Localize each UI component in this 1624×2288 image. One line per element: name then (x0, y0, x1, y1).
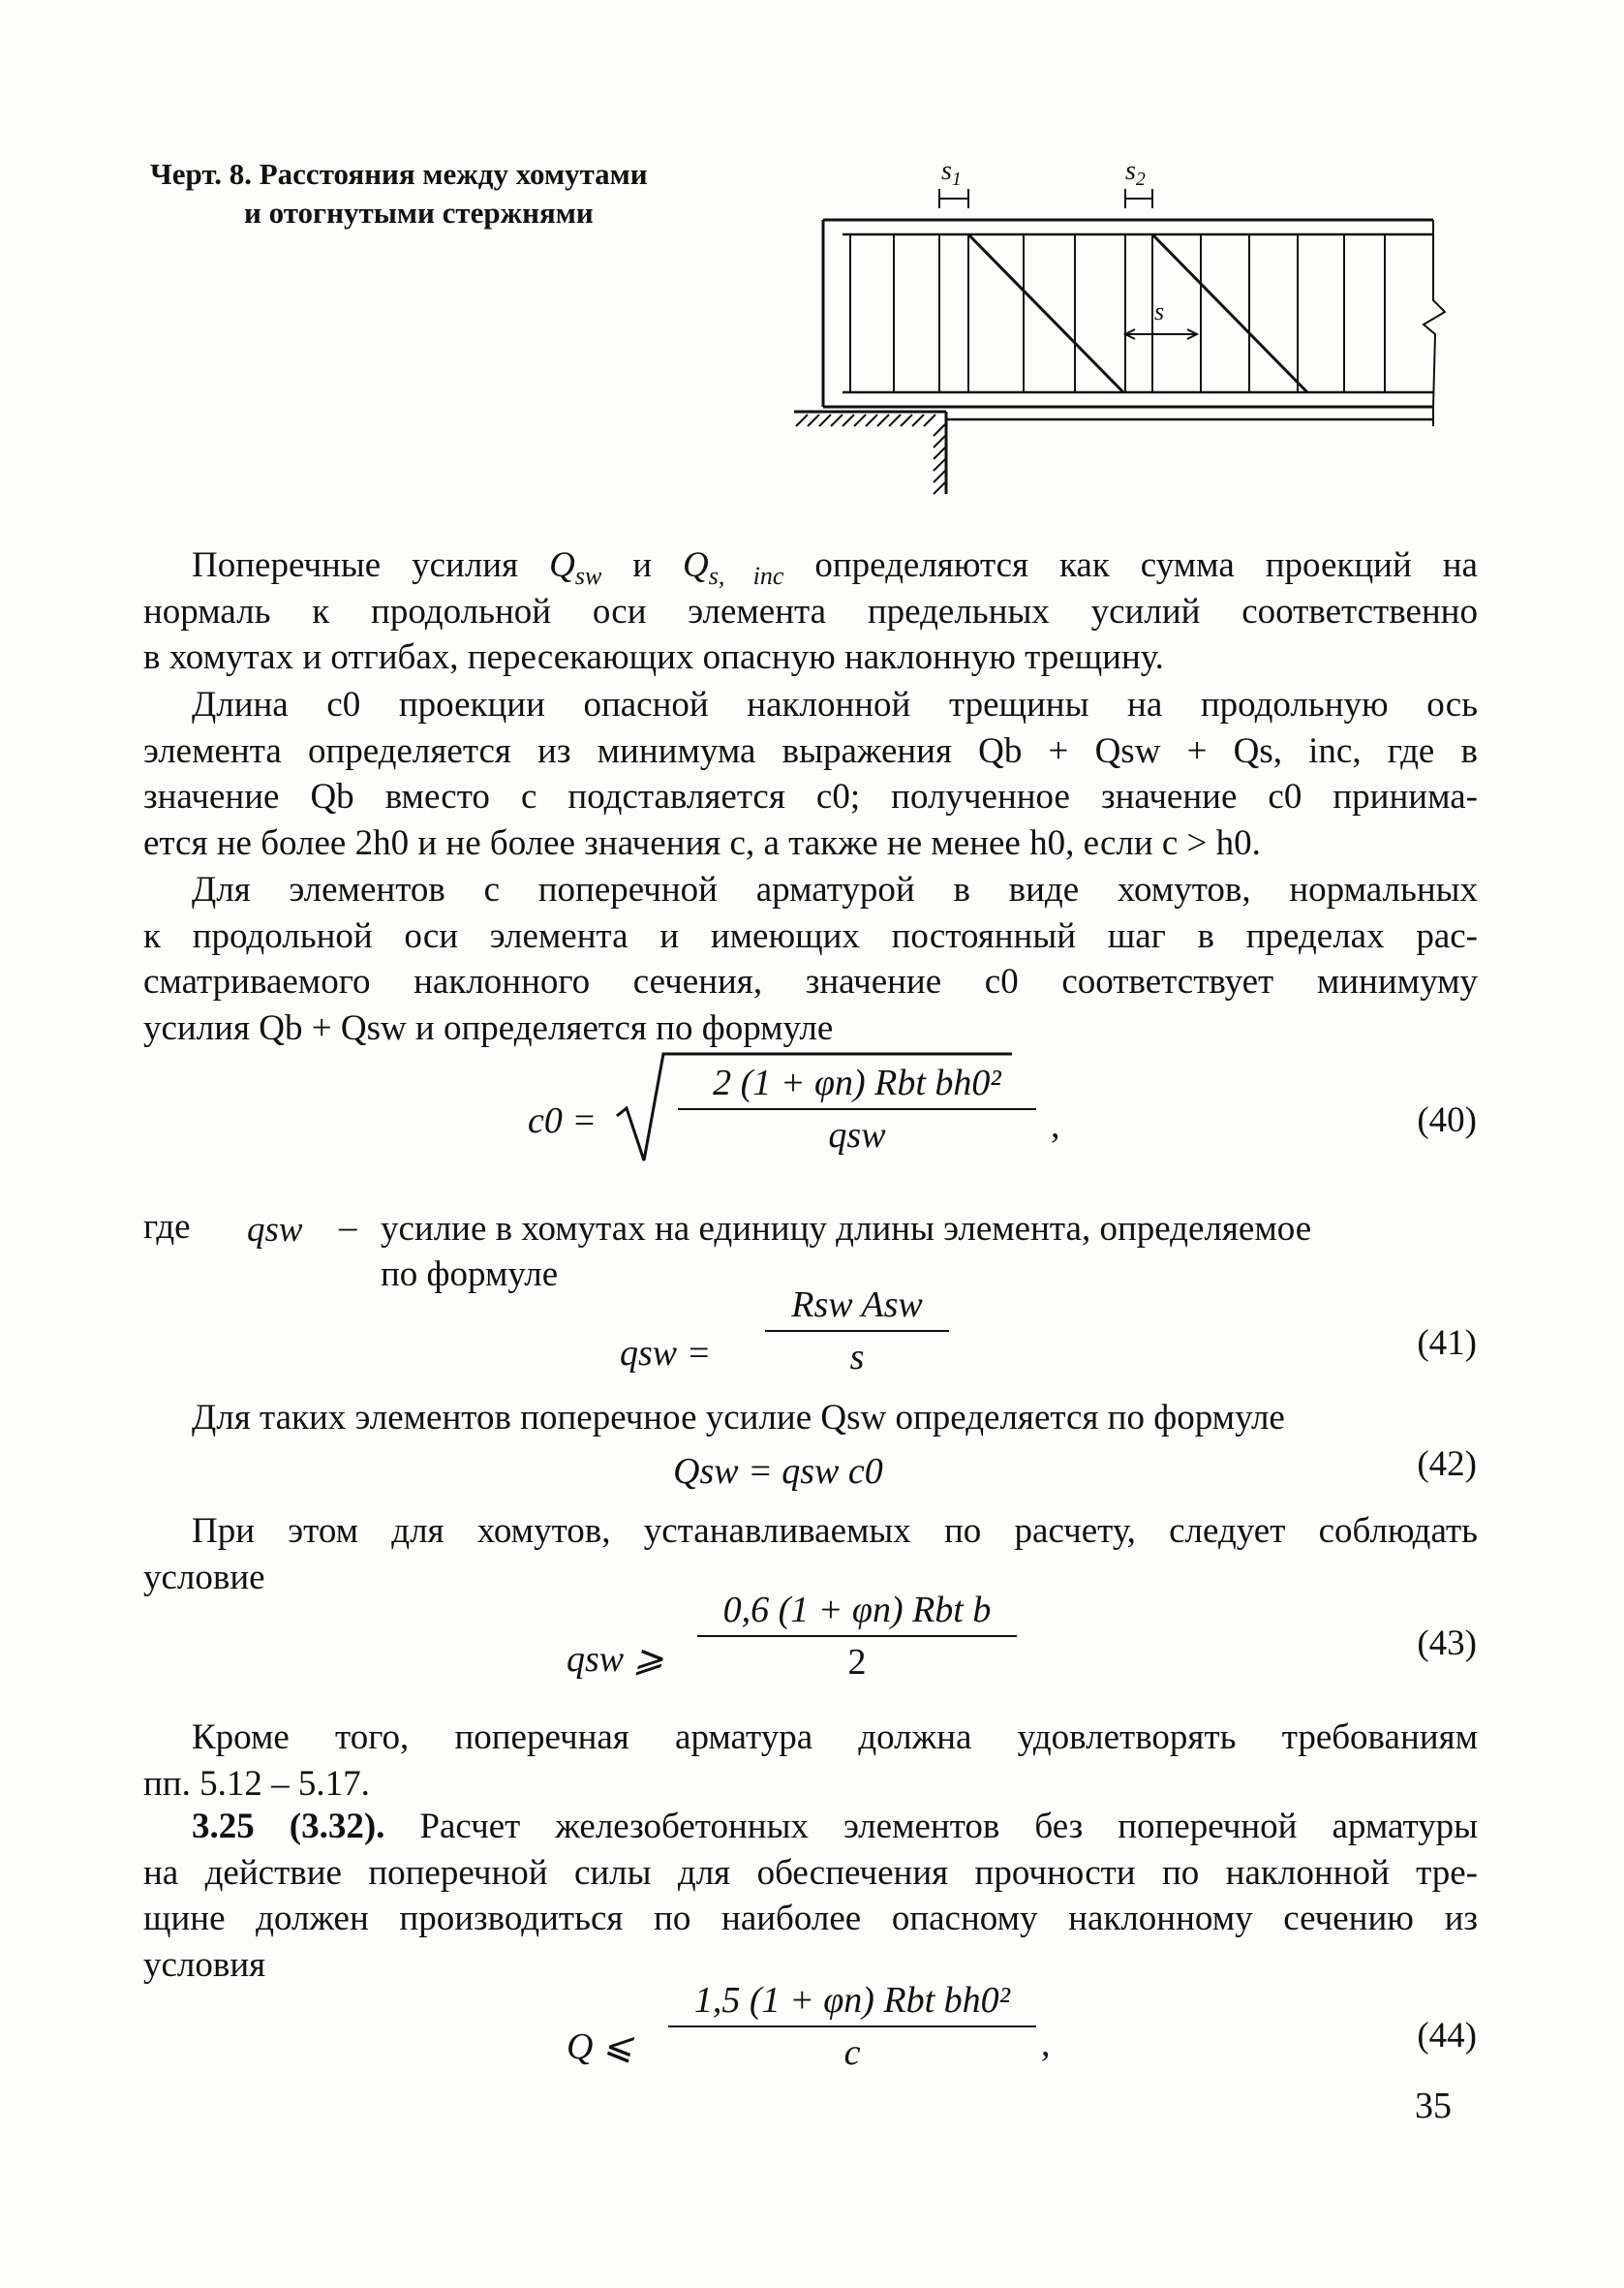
eq40-fraction (678, 1062, 1036, 1157)
paragraph-6 (143, 1715, 1478, 1807)
eq42-number: (42) (1417, 1444, 1477, 1484)
p4-line: Для таких элементов поперечное усилие Qsw определяется по формуле (192, 1398, 1285, 1438)
eq40-comma: , (1051, 1105, 1060, 1146)
label-s1: $s_1$ (941, 156, 962, 190)
paragraph-3 (143, 867, 1478, 1051)
eq43-numerator: 0,6 (1 + φn) Rbt b (722, 1590, 992, 1630)
label-s: s (1154, 297, 1165, 325)
support (794, 407, 1433, 494)
where-word: где (143, 1207, 191, 1247)
where-text-line-2: по формуле (381, 1254, 559, 1294)
where-dash: – (339, 1207, 357, 1247)
caption-line-2: и отогнутыми стержнями (244, 196, 594, 230)
eq40-lhs: c0 = (528, 1100, 598, 1141)
eq41-denominator: s (849, 1337, 865, 1377)
p3-line-1: Для элементов с поперечной арматурой в виде хомутов, нормальных (192, 870, 1478, 910)
support-hatching (796, 415, 945, 494)
eq41-number: (41) (1417, 1323, 1477, 1363)
p3-line-2: к продольной оси элемента и имеющих постоянный шаг в пределах рас- (143, 915, 1478, 956)
eq40-number: (40) (1417, 1100, 1477, 1140)
section-ref: 3.25 (3.32). (192, 1807, 385, 1846)
p5-line-1: При этом для хомутов, устанавливаемых по расчету, следует соблюдать (192, 1511, 1478, 1551)
p1-line-1: Поперечные усилия $Q_{sw}$ и $Q_{s, inc}$ определяются как сумма проекций на (192, 545, 1478, 590)
paragraph-1 (143, 542, 1478, 681)
eq44-numerator: 1,5 (1 + φn) Rbt bh0² (693, 1980, 1011, 2021)
break-symbol (1424, 220, 1445, 407)
eq42-expr: Qsw = qsw c0 (673, 1451, 883, 1492)
p1-line-2: нормаль к продольной оси элемента предельных усилий соответственно (143, 591, 1478, 632)
p7-line-1: 3.25 (3.32). Расчет железобетонных элементов без поперечной арматуры (192, 1807, 1478, 1846)
eq40-denominator: qsw (828, 1115, 886, 1156)
p3-line-4: усилия Qb + Qsw и определяется по формуле (143, 1007, 834, 1048)
p7-line-3: щине должен производиться по наиболее опасному наклонному сечению из (143, 1899, 1478, 1938)
eq43-fraction (697, 1589, 1017, 1684)
p7-line-4: условия (143, 1944, 266, 1985)
eq40-numerator: 2 (1 + φn) Rbt bh0² (713, 1063, 1001, 1103)
page-number: 35 (1415, 2086, 1452, 2126)
where-text-line-1: усилие в хомутах на единицу длины элемента, определяемое (381, 1209, 1312, 1249)
p7-line-2: на действие поперечной силы для обеспечения прочности по наклонной тре- (143, 1852, 1478, 1893)
eq44-number: (44) (1417, 2016, 1477, 2056)
p3-line-3: сматриваемого наклонного сечения, значение c0 соответствует минимуму (143, 962, 1478, 1002)
caption-line-1: Черт. 8. Расстояния между хомутами (150, 157, 648, 191)
eq41-fraction (765, 1283, 949, 1378)
eq44-lhs: Q ⩽ (567, 2026, 633, 2067)
eq41-lhs: qsw = (620, 1333, 712, 1374)
eq41-numerator: Rsw Asw (791, 1284, 923, 1325)
paragraph-4 (143, 1395, 1478, 1441)
dimension-s1 (939, 189, 968, 208)
label-s2: $s_2$ (1125, 156, 1146, 190)
dimension-s2 (1125, 189, 1152, 208)
paragraph-7 (143, 1804, 1478, 1988)
paragraph-5 (143, 1508, 1478, 1600)
p6-line-1: Кроме того, поперечная арматура должна удовлетворять требованиям (192, 1717, 1478, 1757)
p2-line-1: Длина c0 проекции опасной наклонной трещины на продольную ось (192, 685, 1478, 725)
p1-line-3: в хомутах и отгибах, пересекающих опасную наклонную трещину. (143, 637, 1164, 677)
eq43-denominator: 2 (847, 1642, 867, 1683)
stirrups (850, 234, 1385, 392)
reinforcement-diagram (794, 145, 1472, 504)
eq44-fraction (668, 1979, 1036, 2074)
where-symbol: qsw (247, 1210, 303, 1250)
p6-line-2: пп. 5.12 – 5.17. (143, 1763, 370, 1804)
eq44-comma: , (1041, 2024, 1051, 2064)
eq43-lhs: qsw ⩾ (567, 1639, 664, 1680)
eq44-denominator: c (843, 2032, 861, 2073)
bent-bars (968, 234, 1307, 392)
dimension-s (1125, 329, 1197, 339)
p2-line-4: ется не более 2h0 и не более значения c, а также не менее h0, если c > h0. (143, 822, 1261, 863)
paragraph-2 (143, 682, 1478, 866)
p5-line-2: условие (143, 1557, 265, 1597)
p2-line-3: значение Qb вместо c подставляется c0; полученное значение c0 принима- (143, 777, 1478, 817)
eq43-number: (43) (1417, 1623, 1477, 1663)
p2-line-2: элемента определяется из минимума выражения Qb + Qsw + Qs, inc, где в (143, 730, 1478, 771)
figure-caption (150, 155, 648, 232)
